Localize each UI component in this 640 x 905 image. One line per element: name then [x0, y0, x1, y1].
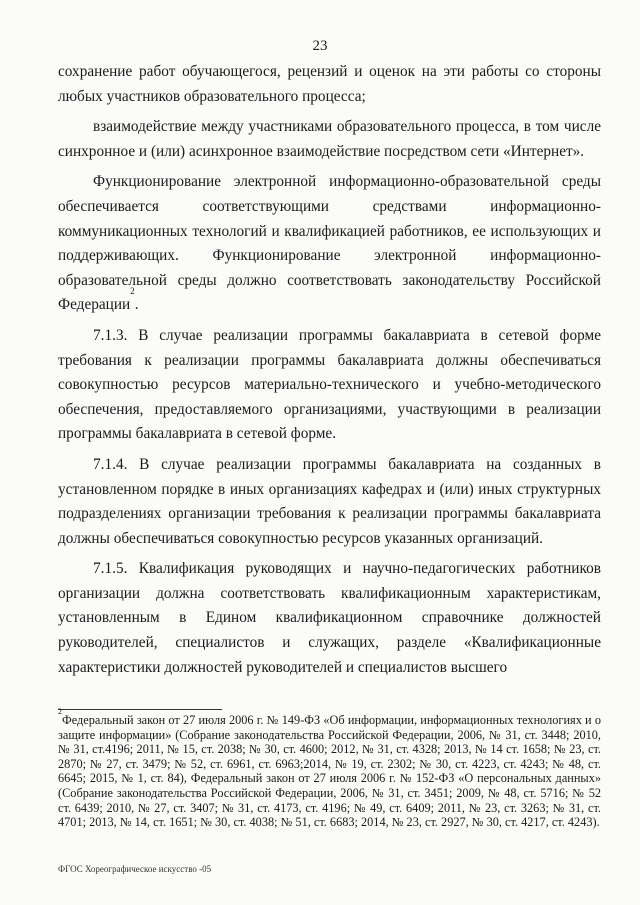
footnote — [58, 707, 601, 830]
paragraph-with-footnote-ref — [58, 170, 601, 318]
footnote-marker: 2 — [58, 707, 62, 716]
footnote-divider — [58, 709, 222, 710]
paragraph: взаимодействие между участниками образовательного процесса, в том числе синхронное и (или) асинхронное взаимодействие посредством сети «Интернет». — [58, 118, 601, 160]
page-number: 23 — [312, 38, 328, 54]
paragraph-7-1-3: 7.1.3. В случае реализации программы бакалавриата в сетевой форме требования к реализации программы бакалавриата должны обеспечиваться совокупностью ресурсов материально-технического и учебно-методического обеспечения, предоставляемого организациями, участвующими в реализации программы бакалавриата в сетевой форме. — [58, 326, 601, 443]
paragraph-7-1-4: 7.1.4. В случае реализации программы бакалавриата на созданных в установленном порядке в иных организациях кафедрах и (или) иных структурных подразделениях организации требования к реализации программы бакалавриата должны обеспечиваться совокупностью ресурсов указанных организаций. — [58, 455, 601, 547]
sentence-end: . — [134, 296, 139, 314]
paragraph-7-1-5: 7.1.5. Квалификация руководящих и научно-педагогических работников организации должна соответствовать квалификационным характеристикам, установленным в Едином квалификационном справочнике должностей руководителей, специалистов и служащих, разделе «Квалификационные характеристики должностей руководителей и специалистов высшего — [58, 560, 601, 676]
footnote-reference[interactable]: 2 — [130, 286, 135, 297]
page-footer: ФГОС Хореографическое искусство -05 — [58, 864, 212, 874]
paragraph-text: Функционирование электронной информационно-образовательной среды обеспечивается соответствующими средствами информационно-коммуникационных технологий и квалификацией работников, ее использующих и поддерживающих. Функционирование электронной информационно-образовательной среды должно соответствовать законодательству Российской Федерации — [58, 173, 601, 314]
footnote-text: Федеральный закон от 27 июля 2006 г. № 149-ФЗ «Об информации, информационных технологиях и о защите информации» (Собрание законодательства Российской Федерации, 2006, № 31, ст. 3448; 2010, № 31, ст.4196; 2011, № 15, ст. 2038; № 30, ст. 4600; 2012, № 31, ст. 4328; 2013, № 14 ст. 1658; № 23, ст. 2870; № 27, ст. 3479; № 52, ст. 6961, ст. 6963;2014, № 19, ст. 2302; № 30, ст. 4223, ст. 4243; № 48, ст. 6645; 2015, № 1, ст. 84), Федеральный закон от 27 июля 2006 г. № 152-ФЗ «О персональных данных» (Собрание законодательства Российской Федерации, 2006, № 31, ст. 3451; 2009, № 48, ст. 5716; № 52 ст. 6439; 2010, № 27, ст. 3407; № 31, ст. 4173, ст. 4196; № 49, ст. 6409; 2011, № 23, ст. 3263; № 31, ст. 4701; 2013, № 14, ст. 1651; № 30, ст. 4038; № 51, ст. 6683; 2014, № 23, ст. 2927, № 30, ст. 4217, ст. 4243). — [58, 713, 601, 830]
paragraph: сохранение работ обучающегося, рецензий и оценок на эти работы со стороны любых участников образовательного процесса; — [58, 63, 601, 105]
body-text — [58, 60, 601, 680]
